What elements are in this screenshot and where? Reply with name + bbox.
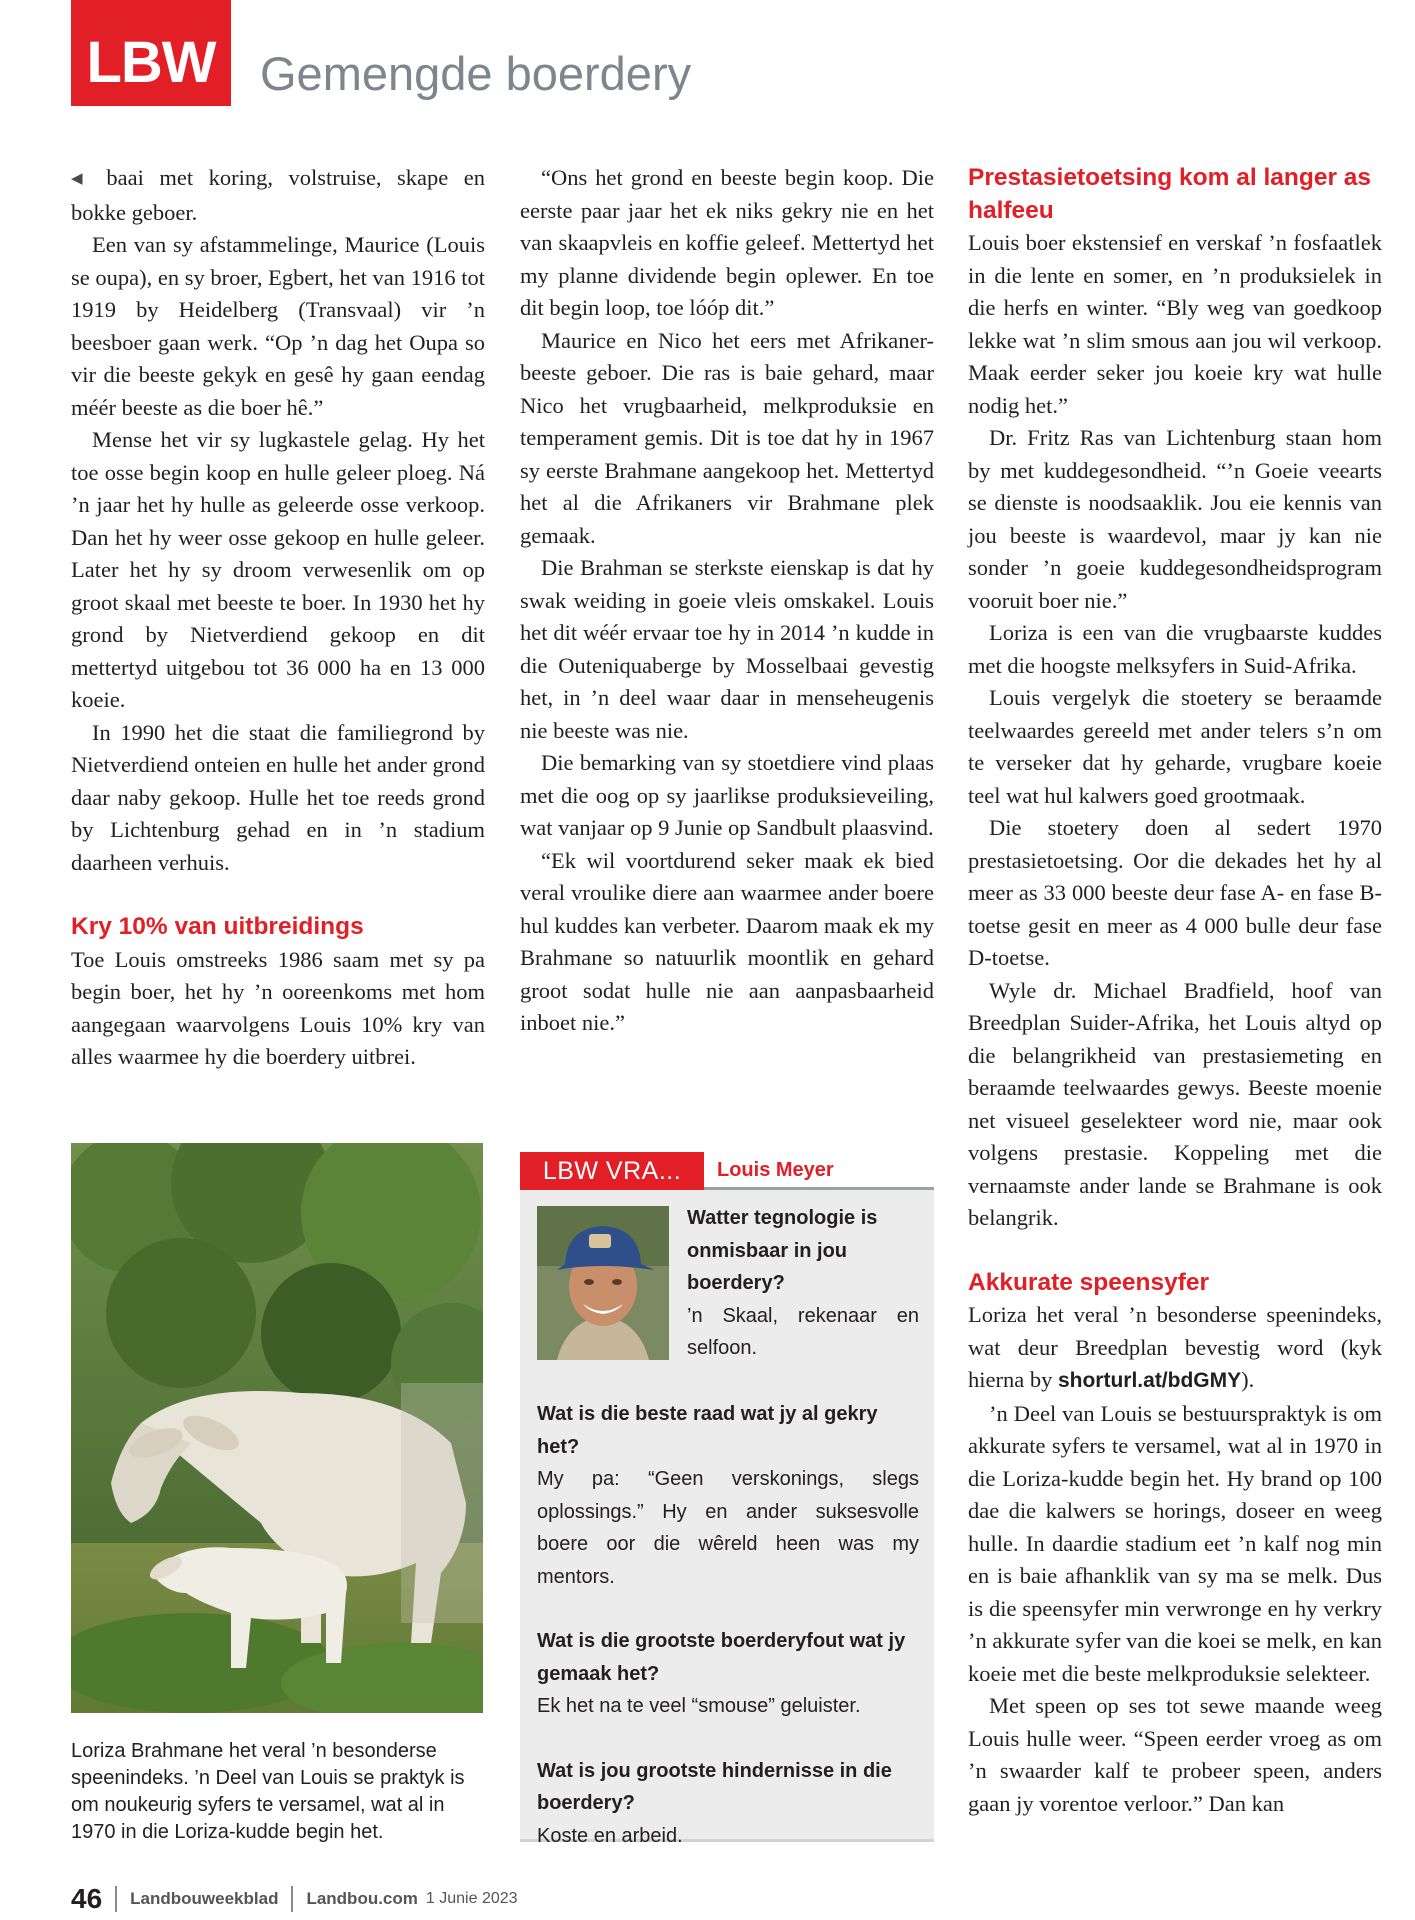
article-column-3 bbox=[968, 162, 1382, 1820]
paragraph: Die bemarking van sy stoetdiere vind plaas met die oog op sy jaarlikse produksieveiling, wat vanjaar op 9 Junie op Sandbult plaasvind. bbox=[520, 750, 934, 840]
article-column-1 bbox=[71, 162, 485, 1074]
paragraph: Louis vergelyk die stoetery se beraamde teelwaardes gereeld met ander telers s’n om te verseker dat hy geharde, vrugbare koeie teel wat hul kalwers goed grootmaak. bbox=[968, 685, 1382, 808]
lbw-logo: LBW bbox=[71, 0, 231, 106]
qa-header bbox=[520, 1152, 934, 1190]
qa-answer: Ek het na te veel “smouse” geluister. bbox=[537, 1695, 861, 1717]
louis-meyer-portrait bbox=[537, 1206, 669, 1360]
qa-body bbox=[537, 1202, 919, 1884]
qa-item bbox=[537, 1202, 919, 1398]
shorturl-link[interactable]: shorturl.at/bdGMY bbox=[1057, 1369, 1242, 1392]
qa-question: Wat is jou grootste hindernisse in die boerdery? bbox=[537, 1759, 892, 1814]
qa-question: Wat is die beste raad wat jy al gekry het? bbox=[537, 1403, 878, 1458]
photo-caption: Loriza Brahmane het veral ’n besonderse speenindeks. ’n Deel van Louis se praktyk is om noukeurig syfers te versamel, wat al in 1970 in die Loriza-kudde begin het. bbox=[71, 1740, 465, 1843]
subheading: Prestasietoetsing kom al langer as halfeeu bbox=[968, 164, 1372, 224]
paragraph: Toe Louis omstreeks 1986 saam met sy pa begin boer, het hy ’n ooreenkoms met hom aangegaan waarvolgens Louis 10% kry van alles waarmee hy die boerdery uitbrei. bbox=[71, 946, 485, 1069]
paragraph: Wyle dr. Michael Bradfield, hoof van Breedplan Suider-Afrika, het Louis altyd op die belangrikheid van prestasiemeting en beraamde teelwaardes gewys. Beeste moenie net visueel geselekteer word nie, maar ook volgens prestasie. Koppeling met die vernaamste ander lande se Brahmane is ook belangrik. bbox=[968, 977, 1382, 1230]
qa-question: Wat is die grootste boerderyfout wat jy gemaak het? bbox=[537, 1630, 906, 1685]
paragraph: “Ek wil voortdurend seker maak ek bied veral vroulike diere aan waarmee ander boere hul kuddes kan verbeter. Daarom maak ek my Brahmane so natuurlik moontlik en gehard groot sodat hulle nie aan aanpasbaarheid inboet nie.” bbox=[520, 847, 934, 1035]
paragraph: Loriza is een van die vrugbaarste kuddes met die hoogste melksyfers in Suid-Afrika. bbox=[968, 620, 1382, 678]
publication-name: Landbouweekblad bbox=[130, 1889, 279, 1908]
paragraph: Loriza het veral ’n besonderse speenindeks, wat deur Breedplan bevestig word (kyk hierna by shorturl.at/bdGMY). bbox=[968, 1302, 1382, 1392]
paragraph: ’n Deel van Louis se bestuurspraktyk is om akkurate syfers te versamel, wat al in 1970 in die Loriza-kudde begin het. Hy brand op 100 dae die kalwers se horings, doseer en weeg hulle. In daardie stadium eet ’n kalf nog min en is baie afhanklik van sy ma se melk. Dus is die speensyfer min verwronge en hy verkry ’n akkurate syfer van die koei se melk, en kan koeie met die beste melkproduksie selekteer. bbox=[968, 1400, 1382, 1686]
issue-date: 1 Junie 2023 bbox=[425, 1890, 518, 1907]
lbw-vra-box bbox=[520, 1152, 934, 1847]
qa-item bbox=[537, 1755, 919, 1853]
footer-divider bbox=[291, 1886, 293, 1912]
page-footer bbox=[71, 1882, 518, 1916]
paragraph: “Ons het grond en beeste begin koop. Die eerste paar jaar het ek niks gekry nie en het van skaapvleis en koffie geleef. Mettertyd het my planne dividende begin oplewer. En toe dit begin loop, toe lóóp dit.” bbox=[520, 165, 934, 320]
qa-answer: ’n Skaal, rekenaar en selfoon. bbox=[687, 1304, 919, 1359]
paragraph: In 1990 het die staat die familiegrond by Nietverdiend onteien en hulle het ander grond daar naby gekoop. Hulle het toe reeds grond by Lichtenburg gehad en in ’n stadium daarheen verhuis. bbox=[71, 719, 485, 875]
paragraph: Die Brahman se sterkste eienskap is dat hy swak weiding in goeie vleis omskakel. Louis het dit wéér ervaar toe hy in 2014 ’n kudde in die Outeniquaberge by Mosselbaai gevestig het, in ’n deel waar daar in menseheugenis nie beeste was nie. bbox=[520, 555, 934, 743]
paragraph: Maurice en Nico het eers met Afrikaner-beeste geboer. Die ras is baie gehard, maar Nico het vrugbaarheid, melkproduksie en temperament gemis. Dit is toe dat hy in 1967 sy eerste Brahmane aangekoop het. Mettertyd het al die Afrikaners vir Brahmane plek gemaak. bbox=[520, 327, 934, 548]
qa-tag: LBW VRA... bbox=[520, 1152, 704, 1190]
paragraph: Die stoetery doen al sedert 1970 prestasietoetsing. Oor die dekades het hy al meer as 33 000 beeste deur fase A- en fase B-toetse gesit en meer as 4 000 bulle deur fase D-toetse. bbox=[968, 815, 1382, 970]
paragraph: Louis boer ekstensief en verskaf ’n fosfaatlek in die lente en somer, en ’n produksielek in die herfs en winter. “Bly weg van goedkoop lekke wat ’n slim smous aan jou wil verkoop. Maak eerder seker jou koeie kry wat hulle nodig het.” bbox=[968, 230, 1382, 418]
paragraph: ◀ baai met koring, volstruise, skape en bokke geboer. bbox=[71, 165, 485, 225]
subheading: Akkurate speensyfer bbox=[968, 1268, 1210, 1296]
page-number: 46 bbox=[71, 1883, 103, 1914]
qa-answer: Koste en arbeid. bbox=[537, 1824, 683, 1847]
website: Landbou.com bbox=[306, 1889, 418, 1908]
paragraph: Met speen op ses tot sewe maande weeg Louis hulle weer. “Speen eerder vroeg as om ’n swaarder kalf te probeer speen, anders gaan jy vorentoe verloor.” Dan kan bbox=[968, 1693, 1382, 1816]
paragraph: Dr. Fritz Ras van Lichtenburg staan hom by met kuddegesondheid. “’n Goeie veearts se dienste is noodsaaklik. Jou eie kennis van jou beeste is waardevol, maar jy kan nie sonder ’n goeie kuddegesondheidsprogram vooruit boer nie.” bbox=[968, 425, 1382, 613]
qa-item bbox=[537, 1625, 919, 1723]
article-column-2 bbox=[520, 162, 934, 1040]
qa-answer: My pa: “Geen verskonings, slegs oplossings.” Hy en ander suksesvolle boere oor die wêreld heen was my mentors. bbox=[537, 1468, 919, 1588]
continued-arrow-icon: ◀ bbox=[71, 169, 93, 187]
subheading: Kry 10% van uitbreidings bbox=[71, 913, 364, 940]
qa-item bbox=[537, 1398, 919, 1593]
qa-question: Watter tegnologie is onmisbaar in jou boerdery? bbox=[687, 1207, 878, 1294]
brahman-cow-calf-photo bbox=[71, 1143, 483, 1713]
section-title: Gemengde boerdery bbox=[260, 47, 692, 100]
paragraph: Een van sy afstammelinge, Maurice (Louis se oupa), en sy broer, Egbert, het van 1916 tot 1919 by Heidelberg (Transvaal) vir ’n beesboer gaan werk. “Op ’n dag het Oupa so vir die beeste gekyk en gesê hy gaan eendag méér beeste as die boer hê.” bbox=[71, 232, 485, 420]
interviewee-name: Louis Meyer bbox=[717, 1159, 834, 1181]
paragraph: Mense het vir sy lugkastele gelag. Hy het toe osse begin koop en hulle geleer ploeg. Ná ’n jaar het hy hulle as geleerde osse verkoop. Dan het hy weer osse gekoop en hulle geleer. Later het hy sy droom verwesenlik om op groot skaal met beeste te boer. In 1930 het hy grond by Nietverdiend gekoop en dit mettertyd uitgebou tot 36 000 ha en 13 000 koeie. bbox=[71, 427, 485, 712]
footer-divider bbox=[115, 1886, 117, 1912]
